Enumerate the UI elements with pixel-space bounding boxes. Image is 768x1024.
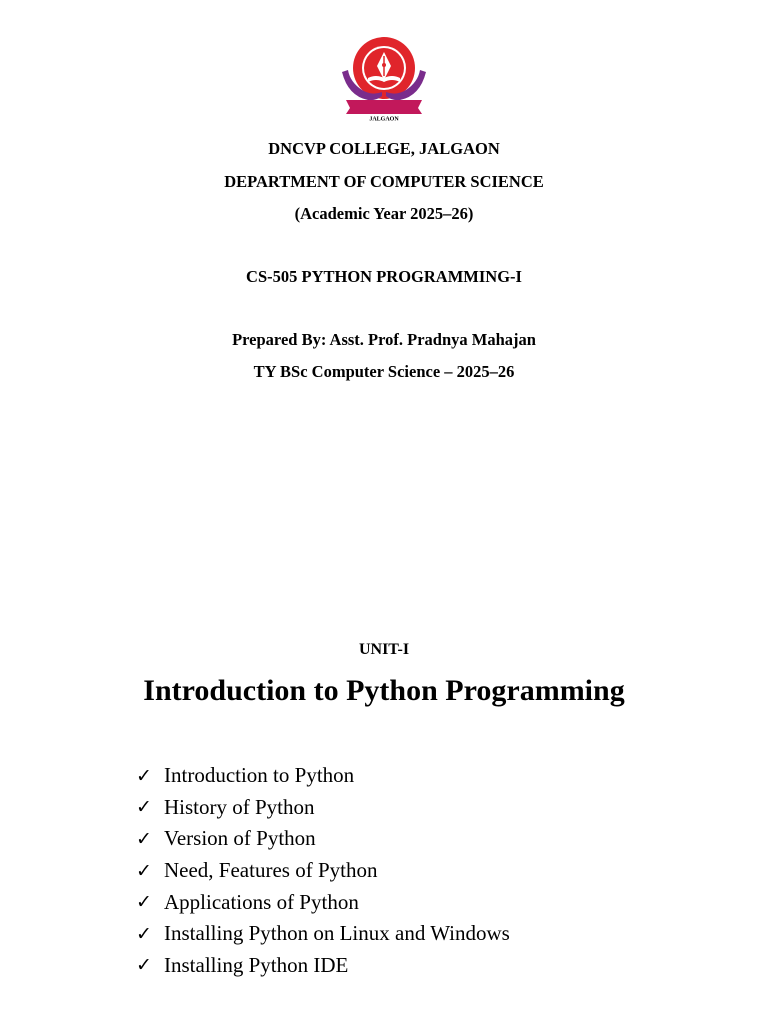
topic-label: Need, Features of Python: [164, 858, 378, 883]
topic-item: [136, 855, 510, 887]
topic-label: Installing Python on Linux and Windows: [164, 921, 510, 946]
topic-item: [136, 792, 510, 824]
topic-label: Installing Python IDE: [164, 952, 349, 977]
topic-label: Version of Python: [164, 826, 316, 851]
check-icon: ✓: [136, 922, 152, 945]
check-icon: ✓: [136, 891, 152, 914]
check-icon: ✓: [136, 954, 152, 977]
unit-title: Introduction to Python Programming: [143, 674, 625, 707]
academic-year: (Academic Year 2025–26): [294, 204, 474, 223]
prepared-by: Prepared By: Asst. Prof. Pradnya Mahajan: [232, 330, 536, 349]
class-line: TY BSc Computer Science – 2025–26: [253, 362, 515, 381]
topic-item: [136, 950, 510, 982]
topic-item: [136, 918, 510, 950]
topic-label: Introduction to Python: [164, 763, 355, 788]
course-title: CS-505 PYTHON PROGRAMMING-I: [246, 267, 522, 286]
topic-item: [136, 886, 510, 918]
topic-label: Applications of Python: [164, 889, 359, 914]
topic-list: [136, 760, 510, 981]
topic-label: History of Python: [164, 794, 315, 819]
logo-place-text: JALGAON: [369, 116, 399, 122]
topic-item: [136, 823, 510, 855]
check-icon: ✓: [136, 827, 152, 850]
check-icon: ✓: [136, 764, 152, 787]
department-name: DEPARTMENT OF COMPUTER SCIENCE: [224, 172, 544, 191]
college-name: DNCVP COLLEGE, JALGAON: [268, 139, 500, 158]
topic-item: [136, 760, 510, 792]
college-logo: [338, 34, 430, 122]
unit-label: UNIT-I: [358, 641, 410, 658]
check-icon: ✓: [136, 859, 152, 882]
check-icon: ✓: [136, 796, 152, 819]
